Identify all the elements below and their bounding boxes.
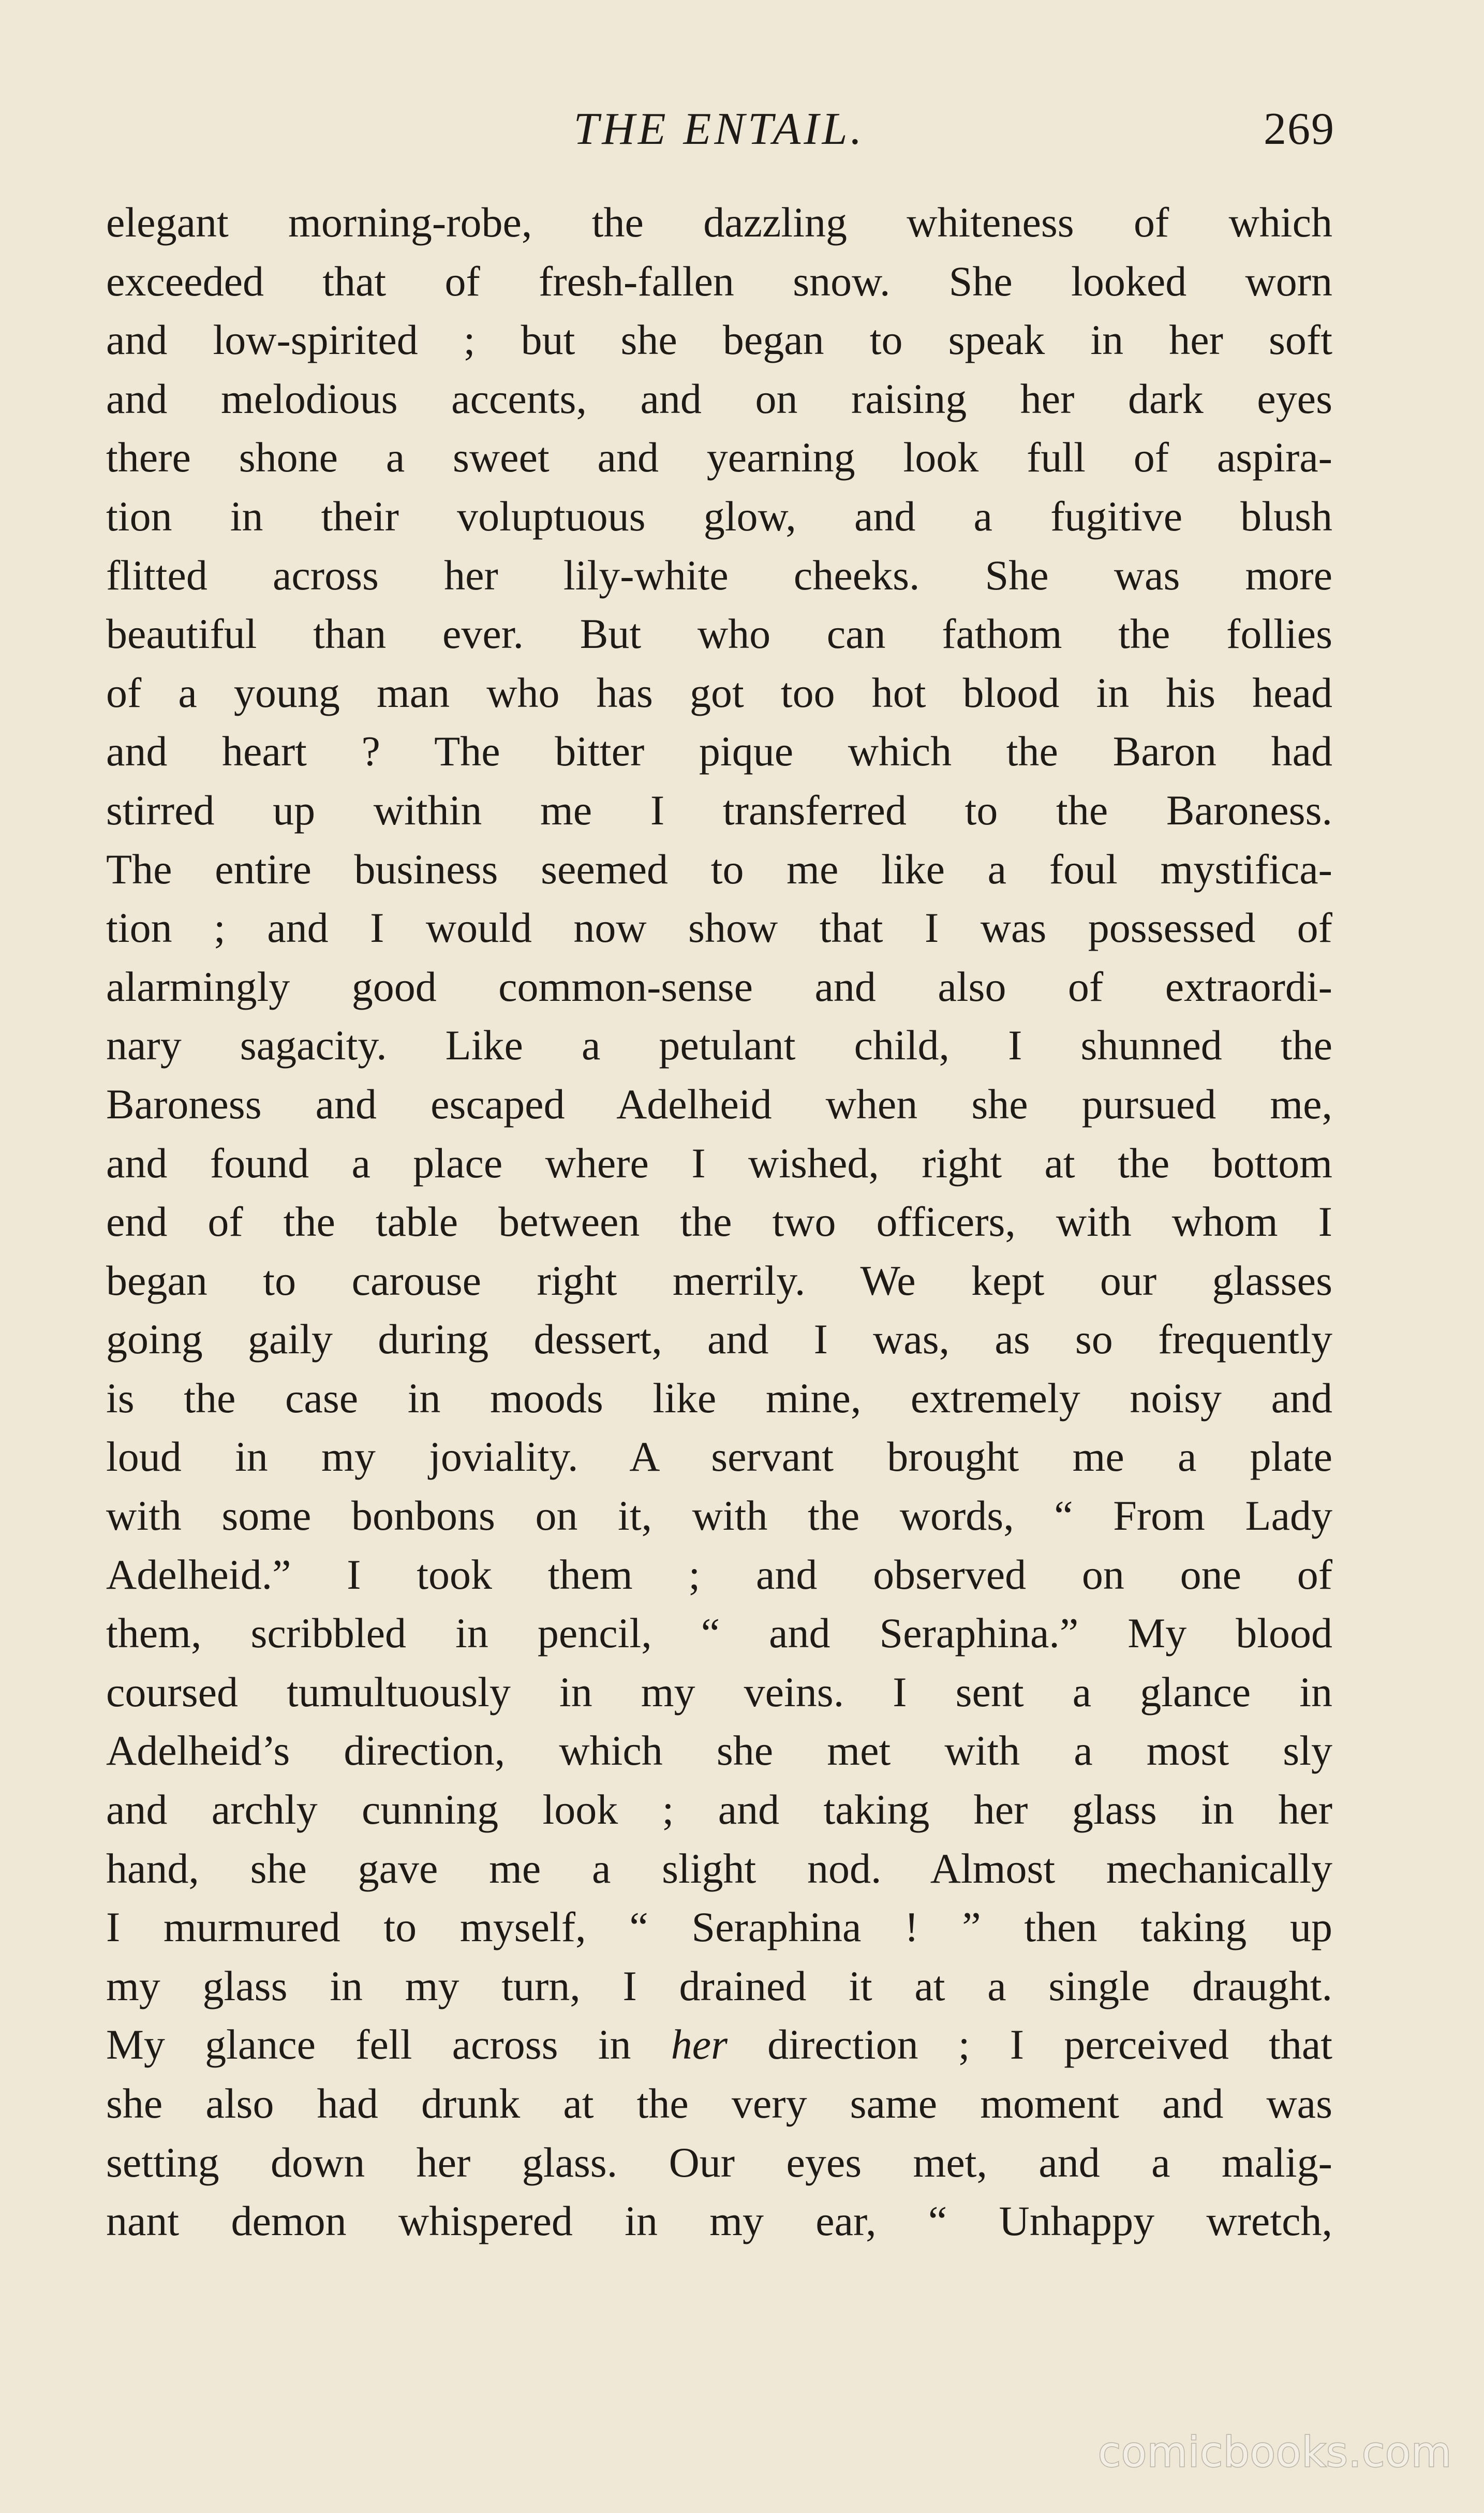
text-line: going gaily during dessert, and I was, as so frequently <box>106 1315 1332 1363</box>
body-text <box>106 193 1332 2251</box>
text-line: I murmured to myself, “ Seraphina ! ” then taking up <box>106 1903 1332 1951</box>
text-line: and low-spirited ; but she began to speak in her soft <box>106 316 1332 364</box>
text-line: and archly cunning look ; and taking her glass in her <box>106 1786 1332 1834</box>
text-line: and heart ? The bitter pique which the Baron had <box>106 728 1332 775</box>
text-line: of a young man who has got too hot blood in his head <box>106 669 1332 716</box>
running-header <box>103 96 1335 163</box>
text-line: my glass in my turn, I drained it at a single draught. <box>106 1962 1332 2009</box>
text-line: setting down her glass. Our eyes met, and a malig- <box>106 2138 1332 2186</box>
text-line: is the case in moods like mine, extremely noisy and <box>106 1374 1332 1422</box>
text-line: hand, she gave me a slight nod. Almost mechanically <box>106 1844 1332 1892</box>
watermark: comicbooks.com <box>1097 2428 1452 2476</box>
text-line: flitted across her lily-white cheeks. She was more <box>106 551 1332 599</box>
running-title: THE ENTAIL. <box>573 104 865 154</box>
emphasized-word: her <box>671 2021 728 2068</box>
text-line: there shone a sweet and yearning look full of aspira- <box>106 434 1332 481</box>
text-line: began to carouse right merrily. We kept our glasses <box>106 1256 1332 1304</box>
text-line: she also had drunk at the very same moment and was <box>106 2080 1332 2127</box>
text-line: nary sagacity. Like a petulant child, I shunned the <box>106 1022 1332 1069</box>
text-line: and melodious accents, and on raising her dark eyes <box>106 375 1332 422</box>
text-line: them, scribbled in pencil, “ and Seraphina.” My blood <box>106 1609 1332 1657</box>
text-line: beautiful than ever. But who can fathom the follies <box>106 610 1332 658</box>
text-line: coursed tumultuously in my veins. I sent a glance in <box>106 1668 1332 1716</box>
text-line: end of the table between the two officers, with whom I <box>106 1198 1332 1246</box>
text-line: Adelheid.” I took them ; and observed on one of <box>106 1550 1332 1598</box>
page-number: 269 <box>1264 104 1335 154</box>
text-line: Adelheid’s direction, which she met with a most sly <box>106 1727 1332 1775</box>
text-line: and found a place where I wished, right at the bottom <box>106 1139 1332 1187</box>
text-line: Baroness and escaped Adelheid when she pursued me, <box>106 1080 1332 1128</box>
text-line: The entire business seemed to me like a foul mystifica- <box>106 845 1332 893</box>
text-line: with some bonbons on it, with the words, “ From Lady <box>106 1492 1332 1540</box>
text-line: elegant morning-robe, the dazzling whiteness of which <box>106 199 1332 246</box>
text-line: stirred up within me I transferred to the Baroness. <box>106 786 1332 834</box>
text-line: loud in my joviality. A servant brought me a plate <box>106 1433 1332 1481</box>
text-line: alarmingly good common-sense and also of extraordi- <box>106 963 1332 1010</box>
line-segment: direction ; I perceived that <box>728 2021 1332 2068</box>
line-segment: My glance fell across in <box>106 2021 671 2068</box>
text-line: tion ; and I would now show that I was possessed of <box>106 904 1332 952</box>
text-line: tion in their voluptuous glow, and a fugitive blush <box>106 492 1332 540</box>
text-line: exceeded that of fresh-fallen snow. She looked worn <box>106 257 1332 305</box>
text-line-with-emphasis <box>106 2015 1332 2074</box>
text-line: nant demon whispered in my ear, “ Unhappy wretch, <box>106 2197 1332 2245</box>
